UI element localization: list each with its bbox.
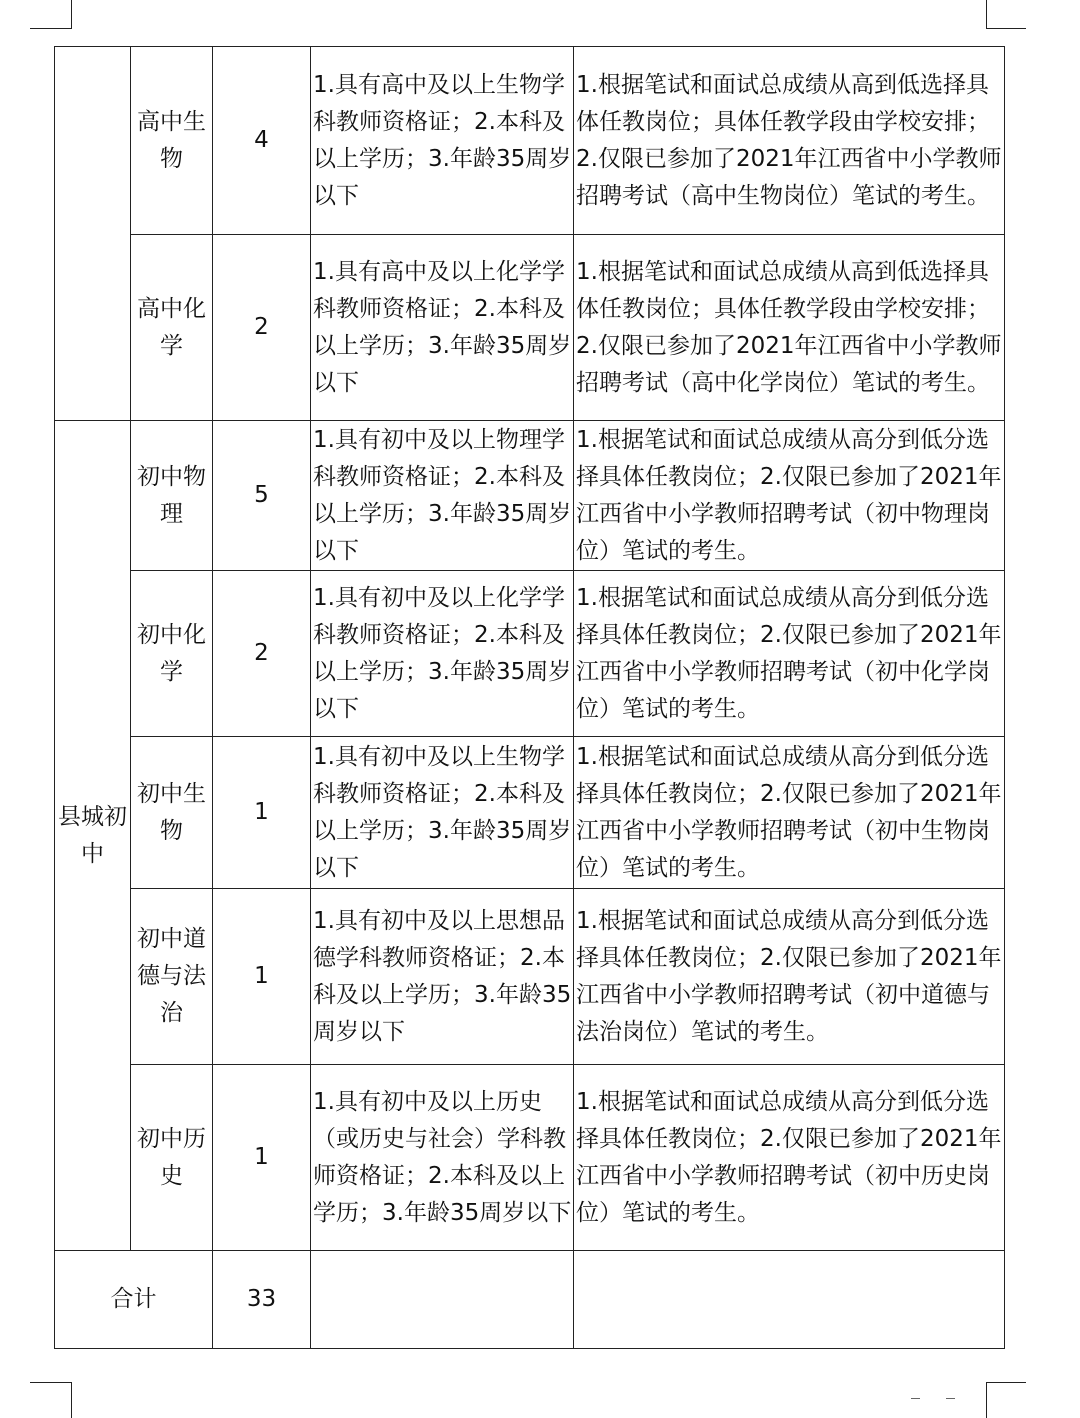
total-empty-cell	[574, 1251, 1005, 1349]
table-row	[55, 1065, 1005, 1251]
count-cell: 1	[213, 889, 311, 1065]
requirements-cell: 1.具有初中及以上历史（或历史与社会）学科教师资格证；2.本科及以上学历；3.年龄35周岁以下	[311, 1065, 574, 1251]
requirements-cell: 1.具有高中及以上化学学科教师资格证；2.本科及以上学历；3.年龄35周岁以下	[311, 235, 574, 421]
notes-cell: 1.根据笔试和面试总成绩从高分到低分选择具体任教岗位；2.仅限已参加了2021年江西省中小学教师招聘考试（初中物理岗位）笔试的考生。	[574, 421, 1005, 571]
subject-cell: 初中化学	[131, 571, 213, 737]
requirements-cell: 1.具有初中及以上化学学科教师资格证；2.本科及以上学历；3.年龄35周岁以下	[311, 571, 574, 737]
crop-mark-top-right	[986, 28, 1026, 29]
count-cell: 4	[213, 47, 311, 235]
total-empty-cell	[311, 1251, 574, 1349]
subject-cell: 初中生物	[131, 737, 213, 889]
subject-cell: 高中化学	[131, 235, 213, 421]
table-row	[55, 421, 1005, 571]
crop-mark-bottom-left	[71, 1382, 72, 1418]
group-cell-county-middle: 县城初中	[55, 421, 131, 1251]
notes-cell: 1.根据笔试和面试总成绩从高分到低分选择具体任教岗位；2.仅限已参加了2021年江西省中小学教师招聘考试（初中历史岗位）笔试的考生。	[574, 1065, 1005, 1251]
notes-cell: 1.根据笔试和面试总成绩从高分到低分选择具体任教岗位；2.仅限已参加了2021年江西省中小学教师招聘考试（初中生物岗位）笔试的考生。	[574, 737, 1005, 889]
subject-cell: 高中生物	[131, 47, 213, 235]
subject-cell: 初中物理	[131, 421, 213, 571]
crop-mark-bottom-right	[986, 1382, 1026, 1383]
notes-cell: 1.根据笔试和面试总成绩从高到低选择具体任教岗位；具体任教学段由学校安排；2.仅限已参加了2021年江西省中小学教师招聘考试（高中化学岗位）笔试的考生。	[574, 235, 1005, 421]
page-dash	[946, 1398, 955, 1399]
recruitment-table	[54, 46, 1005, 1349]
crop-mark-top-right	[986, 0, 987, 29]
requirements-cell: 1.具有初中及以上物理学科教师资格证；2.本科及以上学历；3.年龄35周岁以下	[311, 421, 574, 571]
count-cell: 1	[213, 737, 311, 889]
requirements-cell: 1.具有初中及以上思想品德学科教师资格证；2.本科及以上学历；3.年龄35周岁以下	[311, 889, 574, 1065]
notes-cell: 1.根据笔试和面试总成绩从高分到低分选择具体任教岗位；2.仅限已参加了2021年江西省中小学教师招聘考试（初中道德与法治岗位）笔试的考生。	[574, 889, 1005, 1065]
count-cell: 2	[213, 571, 311, 737]
crop-mark-top-left	[71, 0, 72, 29]
table-row	[55, 235, 1005, 421]
table-row	[55, 737, 1005, 889]
requirements-cell: 1.具有初中及以上生物学科教师资格证；2.本科及以上学历；3.年龄35周岁以下	[311, 737, 574, 889]
total-label: 合计	[55, 1251, 213, 1349]
group-cell-empty	[55, 47, 131, 421]
notes-cell: 1.根据笔试和面试总成绩从高到低选择具体任教岗位；具体任教学段由学校安排；2.仅限已参加了2021年江西省中小学教师招聘考试（高中生物岗位）笔试的考生。	[574, 47, 1005, 235]
table-row	[55, 571, 1005, 737]
table-row	[55, 47, 1005, 235]
requirements-cell: 1.具有高中及以上生物学科教师资格证；2.本科及以上学历；3.年龄35周岁以下	[311, 47, 574, 235]
subject-cell: 初中道德与法治	[131, 889, 213, 1065]
total-row	[55, 1251, 1005, 1349]
page-dash	[911, 1398, 920, 1399]
count-cell: 2	[213, 235, 311, 421]
crop-mark-top-left	[30, 28, 72, 29]
subject-cell: 初中历史	[131, 1065, 213, 1251]
notes-cell: 1.根据笔试和面试总成绩从高分到低分选择具体任教岗位；2.仅限已参加了2021年江西省中小学教师招聘考试（初中化学岗位）笔试的考生。	[574, 571, 1005, 737]
count-cell: 5	[213, 421, 311, 571]
table-row	[55, 889, 1005, 1065]
total-value: 33	[213, 1251, 311, 1349]
crop-mark-bottom-left	[30, 1382, 72, 1383]
crop-mark-bottom-right	[986, 1382, 987, 1418]
count-cell: 1	[213, 1065, 311, 1251]
